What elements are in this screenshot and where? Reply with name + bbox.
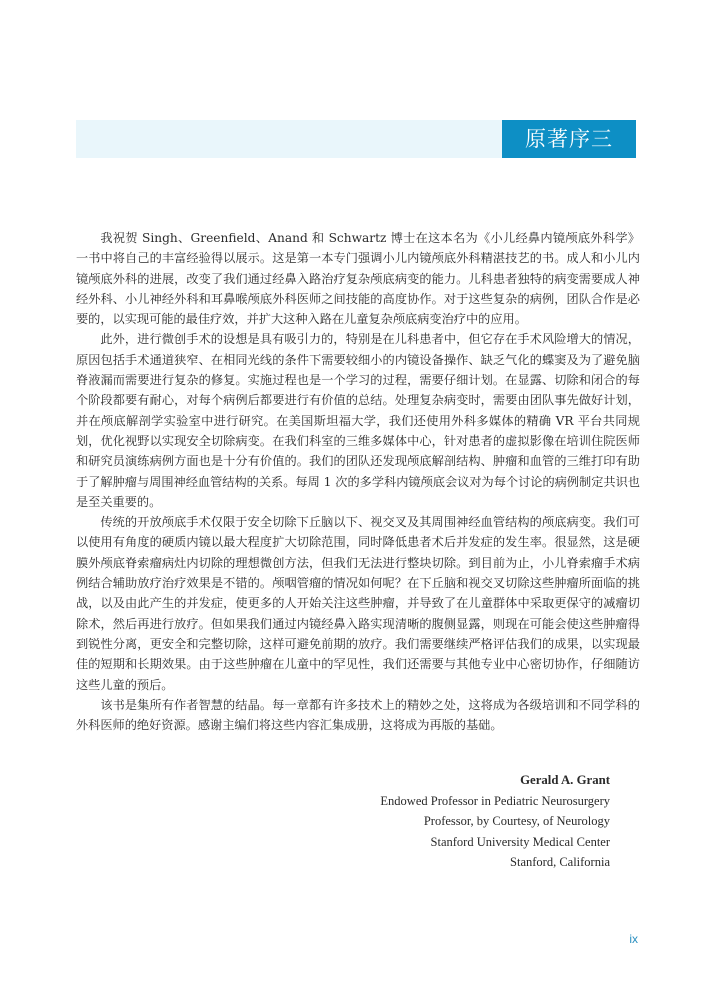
author-name: Gerald A. Grant bbox=[520, 773, 610, 787]
signature-block bbox=[380, 770, 610, 873]
author-title: Professor, by Courtesy, of Neurology bbox=[423, 814, 610, 829]
author-title: Endowed Professor in Pediatric Neurosurgery bbox=[380, 793, 610, 808]
preface-body bbox=[76, 228, 640, 735]
paragraph: 我祝贺 Singh、Greenfield、Anand 和 Schwartz 博士在这本名为《小儿经鼻内镜颅底外科学》一书中将自己的丰富经验得以展示。这是第一本专门强调小儿内镜颅底外科精湛技艺的书。成人和小儿内镜颅底外科的进展，改变了我们通过经鼻入路治疗复杂颅底病变的能力。儿科患者独特的病变需要成人神经外科、小儿神经外科和耳鼻喉颅底外科医师之间技能的高度协作。对于这些复杂的病例，团队合作是必要的，以实现可能的最佳疗效，并扩大这种入路在儿童复杂颅底病变治疗中的应用。 bbox=[76, 231, 640, 327]
chapter-header-band bbox=[76, 120, 636, 158]
paragraph: 传统的开放颅底手术仅限于安全切除下丘脑以下、视交叉及其周围神经血管结构的颅底病变。我们可以使用有角度的硬质内镜以最大程度扩大切除范围，同时降低患者术后并发症的发生率。很显然，这是硬膜外颅底脊索瘤病灶内切除的理想微创方法，但我们无法进行整块切除。到目前为止，小儿脊索瘤手术病例结合辅助放疗治疗效果是不错的。颅咽管瘤的情况如何呢？在下丘脑和视交叉切除这些肿瘤所面临的挑战，以及由此产生的并发症，使更多的人开始关注这些肿瘤，并导致了在儿童群体中采取更保守的减瘤切除术，然后再进行放疗。但如果我们通过内镜经鼻入路实现清晰的腹侧显露，则现在可能会使这些肿瘤得到锐性分离，更安全和完整切除，这样可避免前期的放疗。我们需要继续严格评估我们的成果，以实现最佳的短期和长期效果。由于这些肿瘤在儿童中的罕见性，我们还需要与其他专业中心密切协作，仔细随访这些儿童的预后。 bbox=[76, 515, 640, 692]
author-location: Stanford, California bbox=[510, 855, 610, 870]
page-number: ix bbox=[629, 932, 638, 946]
paragraph: 此外，进行微创手术的设想是具有吸引力的，特别是在儿科患者中，但它存在手术风险增大的情况，原因包括手术通道狭窄、在相同光线的条件下需要较细小的内镜设备操作、缺乏气化的蝶窦及为了避免脑脊液漏而需要进行复杂的修复。实施过程也是一个学习的过程，需要仔细计划。在显露、切除和闭合的每个阶段都要有耐心，对每个病例后都要进行有价值的总结。处理复杂病变时，需要由团队事先做好计划，并在颅底解剖学实验室中进行研究。在美国斯坦福大学，我们还使用外科多媒体的精确 VR 平台共同规划，优化视野以实现安全切除病变。在我们科室的三维多媒体中心，针对患者的虚拟影像在培训住院医师和研究员演练病例方面也是十分有价值的。我们的团队还发现颅底解剖结构、肿瘤和血管的三维打印有助于了解肿瘤与周围神经血管结构的关系。每周 1 次的多学科内镜颅底会议对为每个讨论的病例制定共识也是至关重要的。 bbox=[76, 332, 640, 509]
paragraph: 该书是集所有作者智慧的结晶。每一章都有许多技术上的精妙之处，这将成为各级培训和不同学科的外科医师的绝好资源。感谢主编们将这些内容汇集成册，这将成为再版的基础。 bbox=[76, 697, 640, 733]
author-affiliation: Stanford University Medical Center bbox=[430, 834, 610, 849]
chapter-title: 原著序三 bbox=[502, 120, 636, 158]
